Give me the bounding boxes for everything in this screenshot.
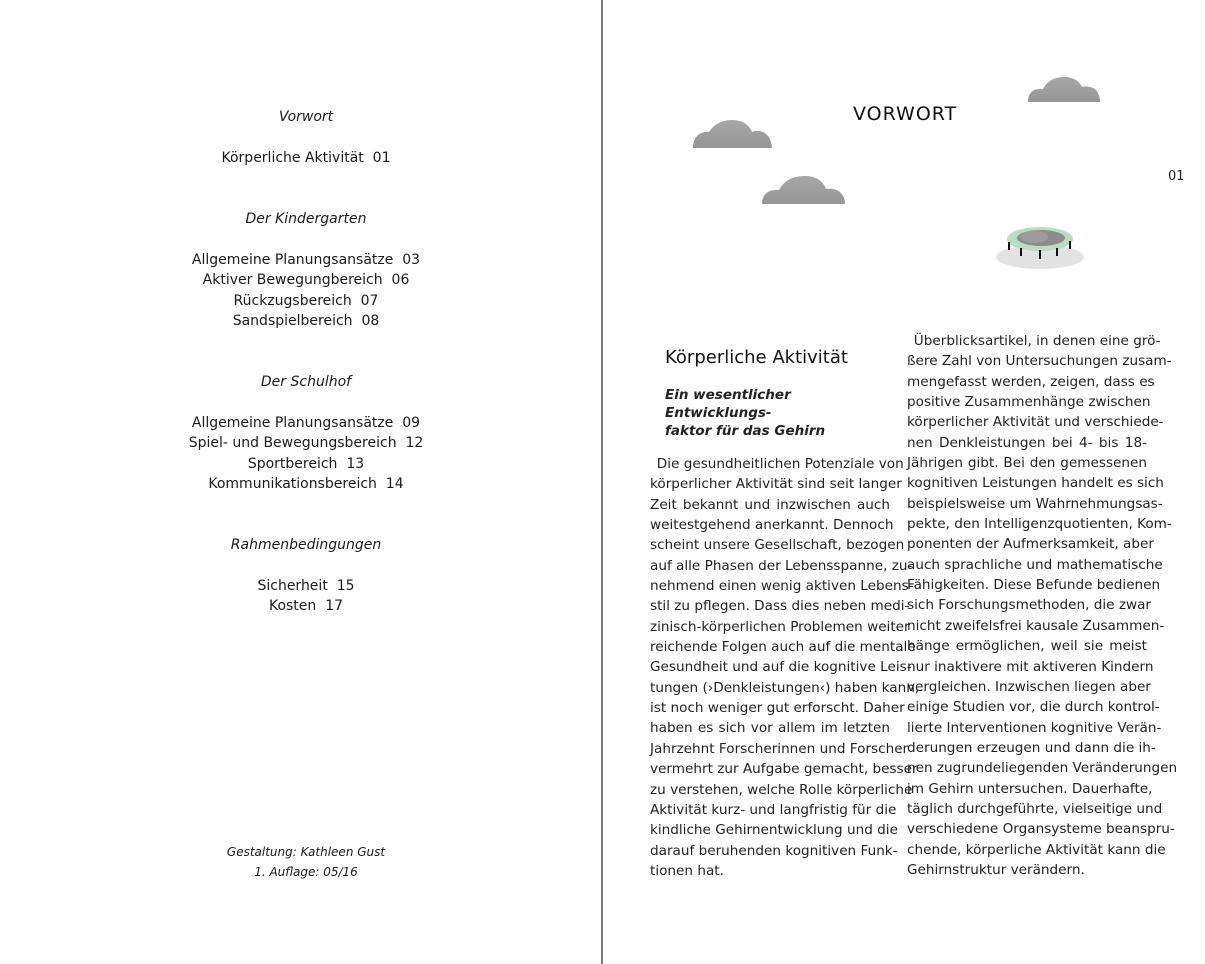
toc-item[interactable]: Rückzugsbereich 07 [233,293,379,309]
text-line: positive Zusammenhänge zwischen [907,394,1151,411]
text-line: ponenten der Aufmerksamkeit, aber [907,536,1154,553]
text-line: Fähigkeiten. Diese Befunde bedienen [907,577,1161,594]
article-title: Körperliche Aktivität [665,347,848,368]
text-line: chende, körperliche Aktivität kann die [907,841,1166,858]
text-line: Überblicksartikel, in denen eine grö- [907,333,1161,349]
toc-item[interactable]: Sicherheit 15 [257,578,355,594]
toc-section-rahmenbedingungen: Rahmenbedingungen [230,537,382,553]
text-line: ßere Zahl von Untersuchungen zusam- [907,353,1172,370]
text-line: Jahrzehnt Forscherinnen und Forscher [650,740,909,757]
toc-section-kindergarten: Der Kindergarten [245,211,367,227]
text-line: Aktivität kurz- und langfristig für die [650,801,897,818]
colophon-edition: 1. Auflage: 05/16 [254,865,358,879]
text-line: Gesundheit und auf die kognitive Leis- [650,659,912,676]
toc-section-schulhof: Der Schulhof [260,374,352,390]
text-line: nen zugrundeliegenden Veränderungen [907,760,1178,777]
text-line: Zeit bekannt und inzwischen auch [650,496,890,513]
text-line: weitestgehend anerkannt. Dennoch [650,517,894,534]
text-line: vergleichen. Inzwischen liegen aber [907,678,1151,695]
text-line: mengefasst werden, zeigen, dass es [907,373,1155,390]
text-line: einige Studien vor, die durch kontrol- [907,699,1160,716]
toc-item[interactable]: Kommunikationsbereich 14 [208,476,404,492]
text-line: täglich durchgeführte, vielseitige und [907,800,1163,817]
toc-item[interactable]: Körperliche Aktivität 01 [221,150,391,166]
cloud-illustration [761,175,847,205]
text-line: scheint unsere Gesellschaft, bezogen [650,537,905,554]
text-line: verschiedene Organsysteme beanspru- [907,821,1175,838]
cloud-illustration [1027,76,1102,103]
text-line: derungen erzeugen und dann die ih- [907,739,1156,756]
colophon-design: Gestaltung: Kathleen Gust [226,845,386,859]
text-line: im Gehirn untersuchen. Dauerhafte, [907,780,1153,797]
text-line: zu verstehen, welche Rolle körperliche [650,781,913,798]
cloud-illustration [692,119,774,149]
text-line: auf alle Phasen der Lebensspanne, zu- [650,557,913,574]
text-line: sich Forschungsmethoden, die zwar [907,597,1152,614]
article-subtitle [665,386,895,440]
text-line: ist noch weniger gut erforscht. Daher [650,700,905,717]
text-line: nen Denkleistungen bei 4- bis 18- [907,434,1147,451]
page-number: 01 [1168,169,1185,184]
text-line: körperlicher Aktivität und verschiede- [907,414,1164,431]
text-line: pekte, den Intelligenzquotienten, Kom- [907,516,1172,533]
toc-item[interactable]: Sandspielbereich 08 [232,313,380,329]
toc-item[interactable]: Spiel- und Bewegungsbereich 12 [188,435,424,451]
text-line: lierte Interventionen kognitive Verän- [907,719,1162,736]
text-line: kindliche Gehirnentwicklung und die [650,822,898,839]
text-line: nicht zweifelsfrei kausale Zusammen- [907,617,1165,634]
text-line: hänge ermöglichen, weil sie meist [907,638,1147,655]
toc-item[interactable]: Allgemeine Planungsansätze 09 [191,415,421,431]
page-gutter-divider [601,0,603,964]
text-line: Gehirnstruktur verändern. [907,861,1085,878]
toc-section-vorwort: Vorwort [278,109,334,125]
text-line: nur inaktivere mit aktiveren Kindern [907,658,1154,675]
text-line: körperlicher Aktivität sind seit langer [650,476,902,493]
text-line: Die gesundheitlichen Potenziale von [650,456,904,472]
text-line: reichende Folgen auch auf die mentale [650,639,916,656]
text-line: nehmend einen wenig aktiven Lebens- [650,578,914,595]
text-line: haben es sich vor allem im letzten [650,720,890,737]
toc-item[interactable]: Allgemeine Planungsansätze 03 [191,252,421,268]
article-column-2 [907,331,1178,880]
text-line: vermehrt zur Aufgabe gemacht, besser [650,761,918,778]
trampoline-illustration [994,224,1086,272]
article-column-1 [650,454,920,881]
text-line: tionen hat. [650,862,724,879]
toc-item[interactable]: Aktiver Bewegungbereich 06 [202,272,410,288]
text-line: stil zu pflegen. Dass dies neben medi- [650,598,910,615]
text-line: auch sprachliche und mathematische [907,556,1163,573]
toc-item[interactable]: Sportbereich 13 [247,456,365,472]
page-title: VORWORT [853,103,958,125]
text-line: kognitiven Leistungen handelt es sich [907,475,1164,492]
subtitle-line: Ein wesentlicher Entwicklungs- [665,387,791,421]
text-line: Jährigen gibt. Bei den gemessenen [907,455,1147,472]
text-line: darauf beruhenden kognitiven Funk- [650,842,898,859]
text-line: tungen (›Denkleistungen‹) haben kann, [650,679,920,696]
table-of-contents [0,0,601,964]
text-line: zinisch-körperlichen Problemen weiter [650,618,910,635]
subtitle-line: faktor für das Gehirn [665,423,826,439]
toc-item[interactable]: Kosten 17 [268,598,344,614]
text-line: beispielsweise um Wahrnehmungsas- [907,495,1163,512]
